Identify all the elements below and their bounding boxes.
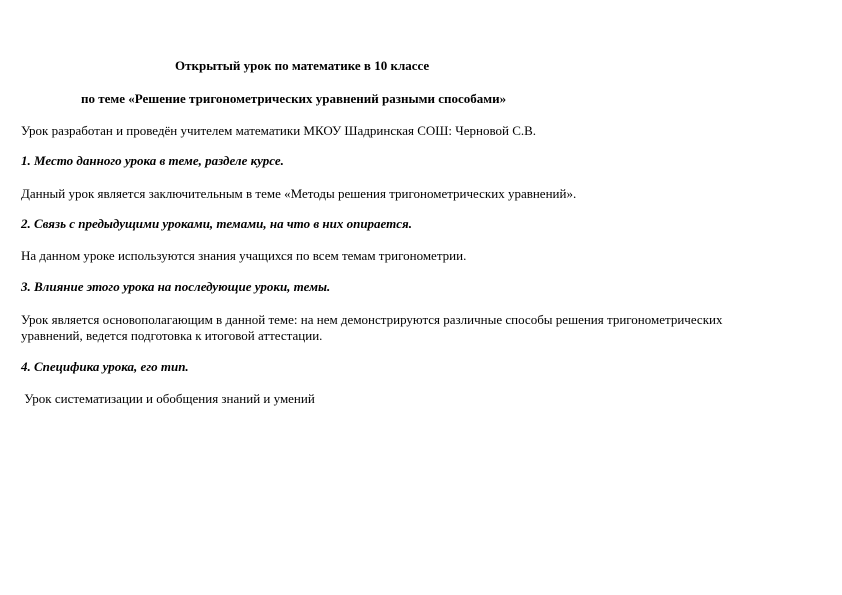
section-3-heading: 3. Влияние этого урока на последующие уроки, темы. xyxy=(21,279,331,294)
section-3-body-line-2: уравнений, ведется подготовка к итоговой аттестации. xyxy=(21,328,323,343)
author-line: Урок разработан и проведён учителем математики МКОУ Шадринская СОШ: Черновой С.В. xyxy=(21,123,537,138)
section-3-body-line-1: Урок является основополагающим в данной теме: на нем демонстрируются различные способы решения тригонометрических xyxy=(21,312,723,327)
section-1-body: Данный урок является заключительным в теме «Методы решения тригонометрических уравнений». xyxy=(21,186,577,201)
section-1-heading: 1. Место данного урока в теме, разделе курсе. xyxy=(21,153,284,168)
section-4-body: Урок систематизации и обобщения знаний и умений xyxy=(21,391,315,406)
document-topic: по теме «Решение тригонометрических уравнений разными способами» xyxy=(81,91,507,106)
section-2-body: На данном уроке используются знания учащихся по всем темам тригонометрии. xyxy=(21,248,467,263)
section-4-heading: 4. Специфика урока, его тип. xyxy=(21,359,189,374)
document-title: Открытый урок по математике в 10 классе xyxy=(175,58,430,73)
section-2-heading: 2. Связь с предыдущими уроками, темами, на что в них опирается. xyxy=(21,216,412,231)
